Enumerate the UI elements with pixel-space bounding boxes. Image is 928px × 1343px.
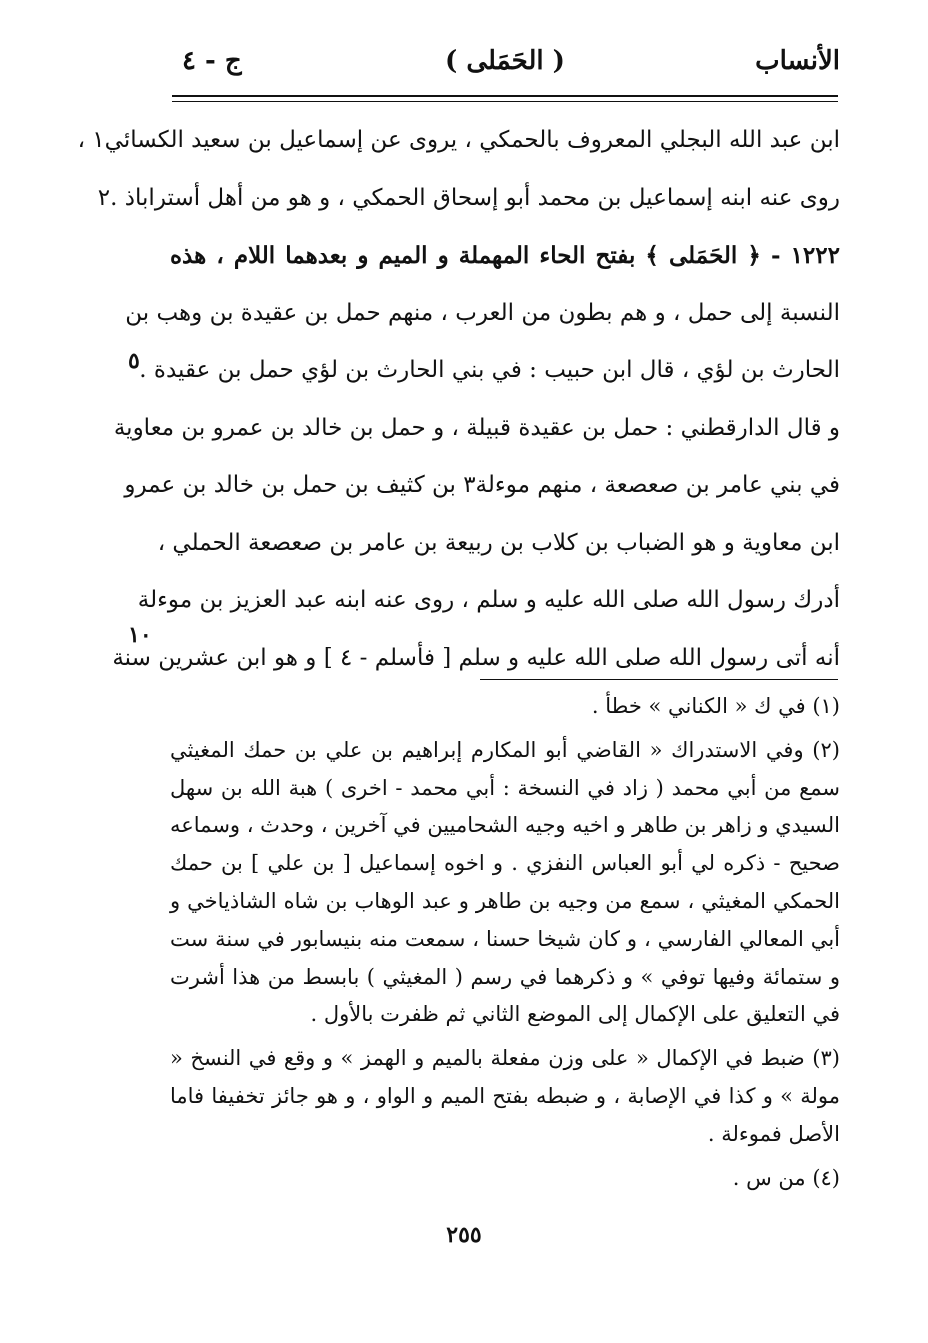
entry-title: ( الحَمَلى ) bbox=[445, 46, 565, 76]
margin-line-number-5: ٥ bbox=[128, 348, 140, 374]
page-number: ٢٥٥ bbox=[446, 1222, 482, 1248]
text-line: الحارث بن لؤي ، قال ابن حبيب : في بني الحارث بن لؤي حمل بن عقيدة . bbox=[139, 357, 840, 383]
footnote-1: (١) في ك « الكناني » خطأ . bbox=[591, 694, 840, 718]
footnote-2: (٢) وفي الاستدراك « القاضي أبو المكارم إبراهيم بن علي بن حمك المغيثي سمع من أبي محمد ( زاد في النسخة : أبي محمد - اخرى ) هبة الله بن سهل السيدي و زاهر بن طاهر و اخيه وجيه الشحاميين في آخرين ، وحدث ، وسماعه صحيح - ذكره لي أبو العباس النفزي . و اخوه إسماعيل [ بن علي ] بن حمك الحمكي المغيثي ، سمع من وجيه بن طاهر و عبد الوهاب بن شاه الشاذياخي و أبي المعالي الفارسي ، و كان شيخا حسنا ، سمعت منه بنيسابور في سنة ست و ستمائة وفيها توفي » و ذكرهما في رسم ( المغيثي ) بابسط من هذا أشرت في التعليق على الإكمال إلى الموضع الثاني ثم ظفرت بالأول . bbox=[169, 737, 840, 1027]
text-line: النسبة إلى حمل ، و هم بطون من العرب ، منهم حمل بن عقيدة بن وهب بن bbox=[125, 299, 840, 326]
margin-line-number-10: ١٠ bbox=[128, 622, 152, 648]
footnote-separator bbox=[480, 679, 838, 680]
text-line: و قال الدارقطني : حمل بن عقيدة قبيلة ، و حمل بن خالد بن عمرو بن معاوية bbox=[113, 414, 840, 441]
footnote-4: (٤) من س . bbox=[732, 1165, 840, 1190]
volume-number: ج - ٤ bbox=[182, 46, 242, 76]
footnotes bbox=[170, 688, 840, 1197]
running-header bbox=[170, 46, 840, 90]
text-line: في بني عامر بن صعصعة ، منهم موءلة٣ بن كثيف بن حمل بن خالد بن عمرو bbox=[124, 472, 840, 498]
text-line: ابن معاوية و هو الضباب بن كلاب بن ربيعة بن عامر بن صعصعة الحملي ، bbox=[157, 529, 840, 556]
footnote-3: (٣) ضبط في الإكمال « على وزن مفعلة بالميم و الهمز » و وقع في النسخ « مولة » و كذا في الإصابة ، و ضبطه بفتح الميم و الواو ، و هو جائز تخفيفا فاما الأصل فموءلة . bbox=[170, 1046, 840, 1146]
text-line: ابن عبد الله البجلي المعروف بالحمكي ، يروى عن إسماعيل بن سعيد الكسائي١ ، bbox=[77, 127, 840, 153]
header-double-rule bbox=[172, 95, 838, 102]
book-title: الأنساب bbox=[755, 46, 840, 76]
entry-heading-line: ١٢٢٢ - ﴿ الحَمَلى ﴾ بفتح الحاء المهملة و الميم و بعدهما اللام ، هذه bbox=[170, 242, 840, 269]
text-line: روى عنه ابنه إسماعيل بن محمد أبو إسحاق الحمكي ، و هو من أهل أستراباذ .٢ bbox=[97, 184, 840, 211]
text-line: أنه أتى رسول الله صلى الله عليه و سلم [ فأسلم - ٤ ] و هو ابن عشرين سنة bbox=[112, 644, 840, 671]
text-line: أدرك رسول الله صلى الله عليه و سلم ، روى عنه ابنه عبد العزيز بن موءلة bbox=[137, 587, 840, 613]
